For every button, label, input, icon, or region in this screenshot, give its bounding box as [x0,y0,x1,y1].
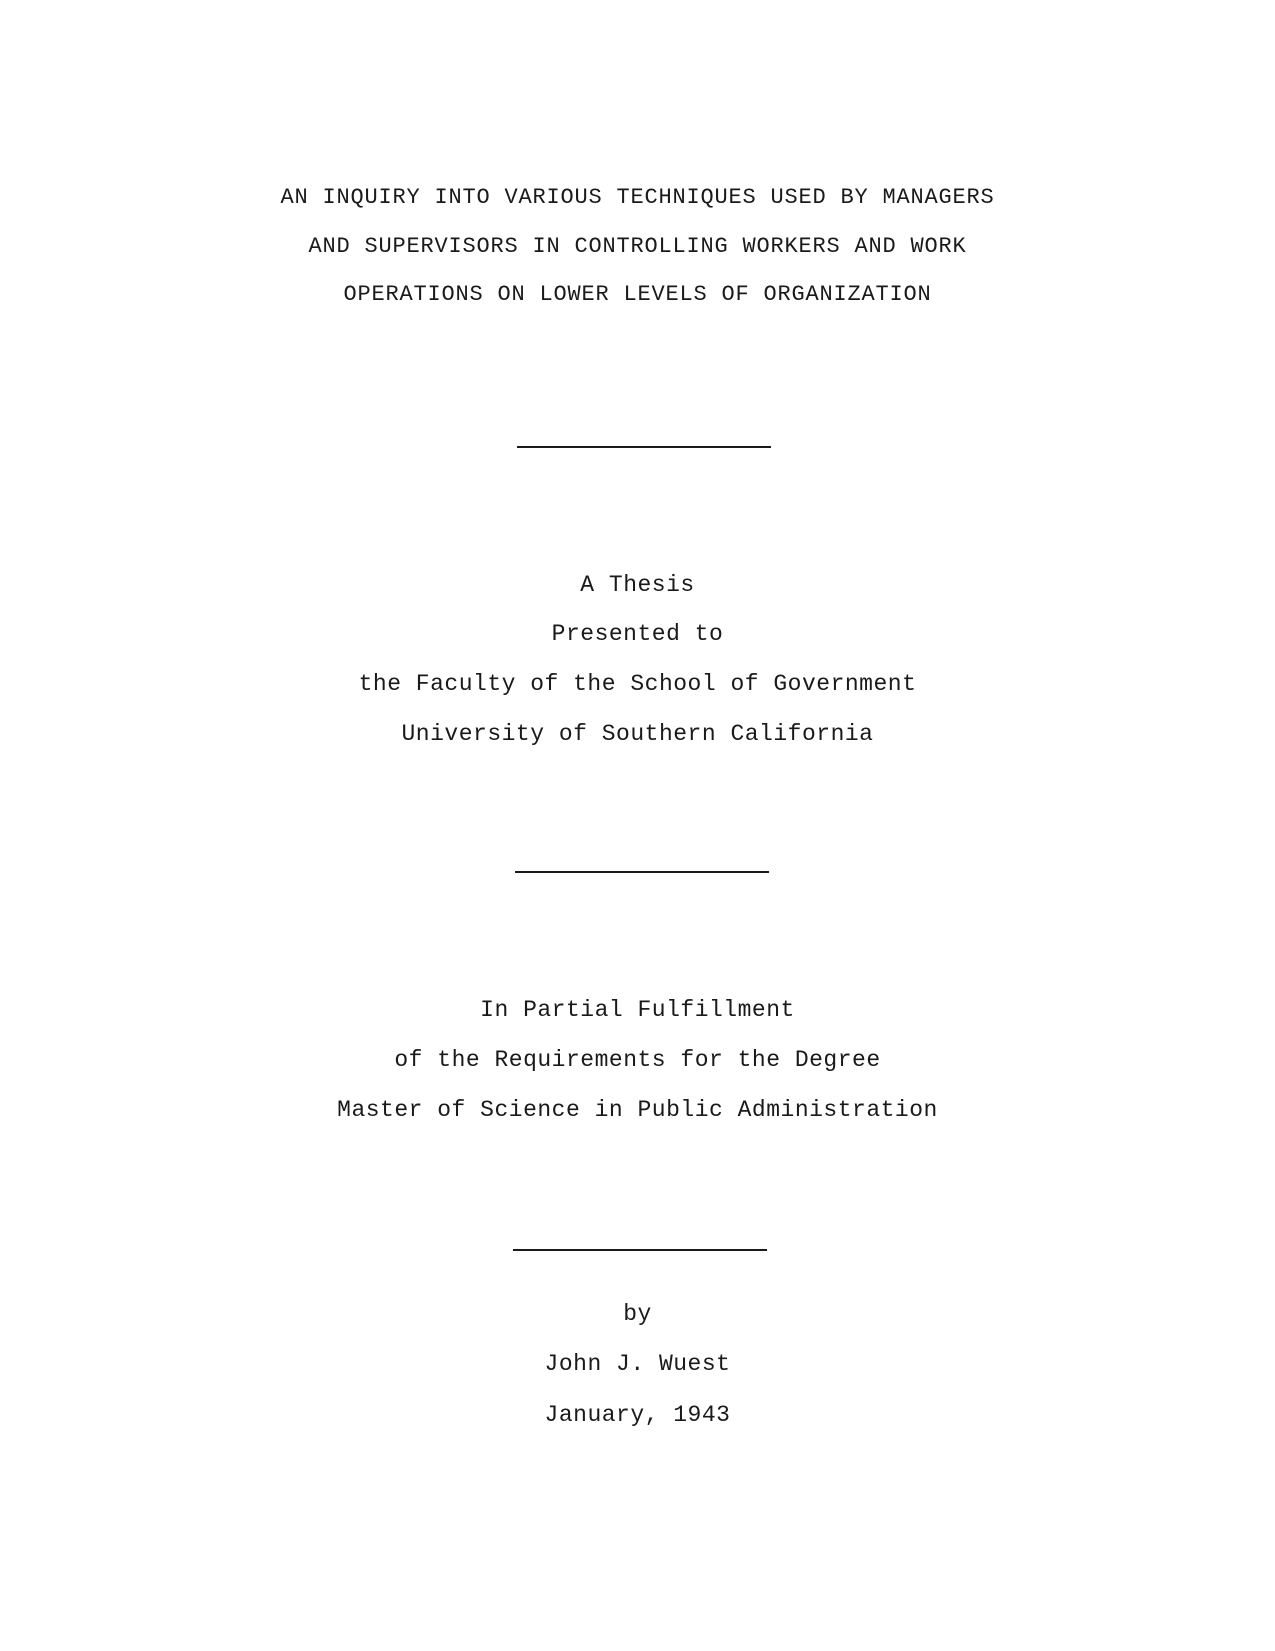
fulfillment-line-2: of the Requirements for the Degree [394,1047,881,1073]
fulfillment-line-1: In Partial Fulfillment [480,997,795,1023]
title-line-1: AN INQUIRY INTO VARIOUS TECHNIQUES USED BY MANAGERS [280,185,995,210]
title-line-2: AND SUPERVISORS IN CONTROLLING WORKERS AND WORK [308,234,967,259]
title-line-3: OPERATIONS ON LOWER LEVELS OF ORGANIZATION [343,282,932,307]
faculty-line: the Faculty of the School of Government [358,671,917,697]
thesis-label: A Thesis [580,572,695,598]
divider-rule-1 [517,446,771,448]
presented-to: Presented to [551,621,724,647]
university-line: University of Southern California [401,721,874,747]
divider-rule-2 [515,871,769,873]
degree-line: Master of Science in Public Administration [337,1097,938,1123]
author-name: John J. Wuest [544,1351,731,1377]
divider-rule-3 [513,1249,767,1251]
date-line: January, 1943 [544,1402,731,1428]
by-label: by [623,1301,652,1327]
